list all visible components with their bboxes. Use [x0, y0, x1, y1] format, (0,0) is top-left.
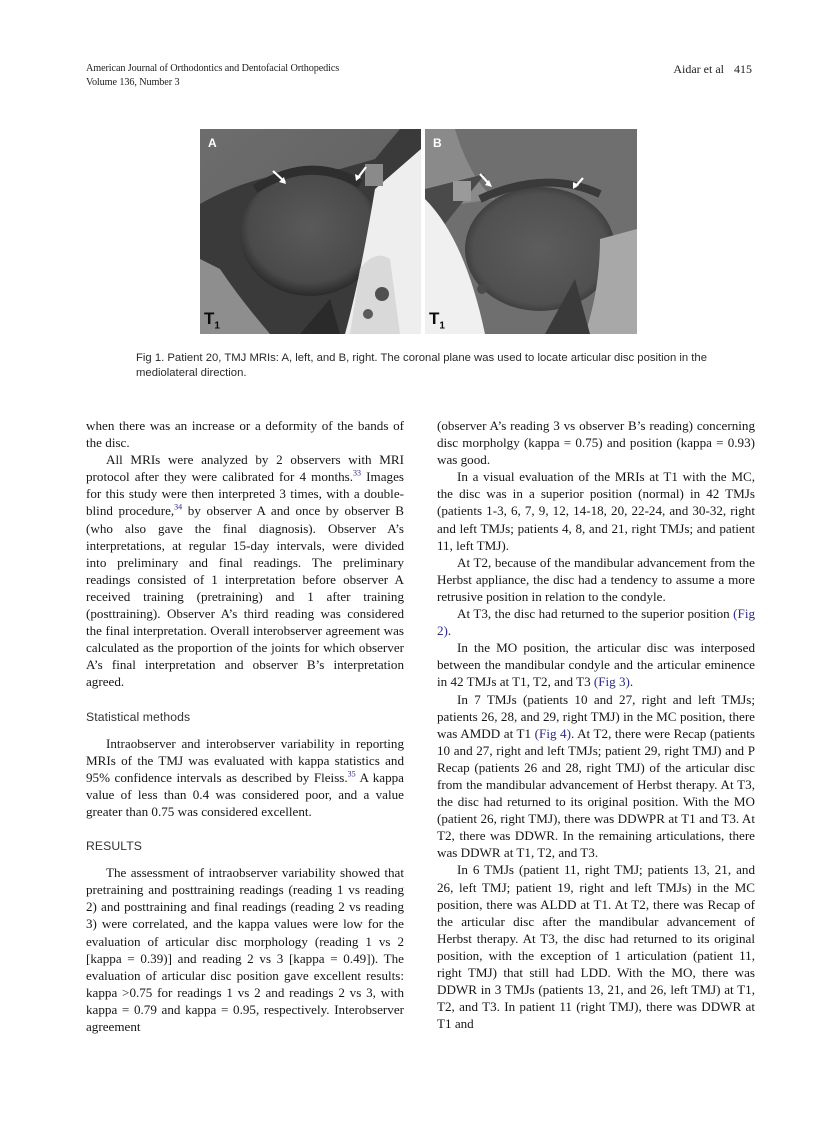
paragraph: (observer A’s reading 3 vs observer B’s reading) concerning disc morpholgy (kappa = 0.75) and position (kappa = 0.93) was good.	[437, 418, 755, 468]
figure-link[interactable]: (Fig 4)	[534, 725, 571, 741]
paragraph: Intraobserver and interobserver variability in reporting MRIs of the TMJ was evaluated with kappa statistics and 95% confidence intervals as described by Fleiss.$^{35}$ A kappa value of less than 0.4 was considered poor, and a value greater than 0.75 was considered excellent.	[86, 735, 404, 819]
mri-panel-b	[425, 129, 637, 334]
figure-1	[200, 129, 637, 334]
paragraph: The assessment of intraobserver variability showed that pretraining and posttraining readings (reading 1 vs reading 2) and posttraining and final readings (reading 2 vs reading 3) were correlated, and the kappa values were low for the evaluation of articular disc morphology (reading 1 vs 2 [kappa = 0.39)] and reading 2 vs 3 [kappa = 0.49]). The evaluation of articular disc position gave excellent results: kappa >0.75 for readings 1 vs 2 and readings 2 vs 3, with kappa = 0.79 and kappa = 0.95, respectively. Interobserver agreement	[86, 865, 404, 1034]
figure-link[interactable]: (Fig 2)	[437, 606, 755, 639]
paragraph: At T2, because of the mandibular advancement from the Herbst appliance, the disc had a tendency to assume a more retrusive position in relation to the condyle.	[437, 554, 755, 604]
paragraph: In the MO position, the articular disc was interposed between the mandibular condyle and the articular eminence in 42 TMJs at T1, T2, and T3 (Fig 3).	[437, 640, 755, 690]
sequence-label-b: $T_1$	[429, 308, 445, 331]
paragraph: In 6 TMJs (patient 11, right TMJ; patients 13, 21, and 26, left TMJ; patient 19, right and left TMJs) in the MC position, there was ALDD at T1. At T2, there was Recap of the articular disc after the mandibular advancement of Herbst therapy. At T3, the disc had returned to its original position, with the exception of 1 articulation (patient 11, right TMJ) that still had LDD. With the MO, there was DDWR in 3 TMJs (patients 13, 21, and 26, left TMJ) at T1, T2, and T3. In patient 11 (right TMJ), there was DDWR at T1 and	[437, 862, 755, 1032]
section-heading-results: RESULTS	[86, 839, 143, 854]
panel-label-a: A	[208, 136, 217, 150]
figure-link[interactable]: (Fig 3)	[593, 674, 630, 690]
paragraph: when there was an increase or a deformity of the bands of the disc.	[86, 418, 404, 451]
citation-link[interactable]: 35	[347, 769, 356, 779]
journal-volume: Volume 136, Number 3	[86, 77, 180, 88]
section-heading-statistical-methods: Statistical methods	[86, 709, 191, 724]
citation-link[interactable]: 34	[174, 503, 183, 513]
panel-label-b: B	[433, 136, 442, 150]
mri-image-left	[200, 129, 421, 334]
mri-panel-a	[200, 129, 421, 334]
paragraph: In a visual evaluation of the MRIs at T1 with the MC, the disc was in a superior position (normal) in 42 TMJs (patients 1-3, 6, 7, 9, 12, 14-18, 20, 22-24, and 30-32, right and left TMJs; patients 4, 8, and 21, right TMJs; and patient 11, left TMJ).	[437, 469, 755, 553]
figure-caption: Fig 1. Patient 20, TMJ MRIs: A, left, and B, right. The coronal plane was used to locate articular disc position in the mediolateral direction.	[136, 352, 707, 379]
paragraph: In 7 TMJs (patients 10 and 27, right and left TMJs; patients 26, 28, and 29, right TMJ) in the MC position, there was AMDD at T1 (Fig 4). At T2, there were Recap (patients 10 and 27, right and left TMJs; patient 29, right TMJ) and P Recap (patients 26 and 28, right TMJ) of the articular disc from the mandibular advancement of Herbst therapy. At T3, the disc had returned to its original position. With the MO (patient 26, right TMJ), there was DDWPR at T1 and T3. At T2, there was DDWR. In the remaining articulations, there was DDWR at T1, T2, and T3.	[437, 691, 755, 861]
page-number: 415	[734, 62, 752, 76]
journal-info	[86, 62, 339, 90]
mri-image-right	[425, 129, 637, 334]
sequence-label-a: $T_1$	[204, 308, 220, 331]
journal-title: American Journal of Orthodontics and Dentofacial Orthopedics	[86, 63, 340, 74]
citation-link[interactable]: 33	[353, 468, 362, 478]
left-column	[86, 417, 404, 1035]
paragraph: All MRIs were analyzed by 2 observers with MRI protocol after they were calibrated for 4 months.$^{33}$ Images for this study were then interpreted 3 times, with a double-blind procedure,$^{34}$ by observer A and once by observer B (who also gave the final diagnosis). Observer A’s interpretations, at regular 15-day intervals, were divided into preliminary and final readings. The preliminary readings consisted of 1 interpretation before observer A received training (pretraining) and 1 after training (posttraining). Observer A’s third reading was considered the final interpretation. Overall interobserver agreement was calculated as the proportion of the joints for which observer A’s final interpretation and observer B’s interpretation agreed.	[86, 452, 404, 690]
running-authors: Aidar et al	[673, 62, 724, 76]
right-column	[437, 417, 755, 1032]
paragraph: At T3, the disc had returned to the superior position (Fig 2).	[437, 606, 755, 639]
author-page	[673, 62, 752, 76]
